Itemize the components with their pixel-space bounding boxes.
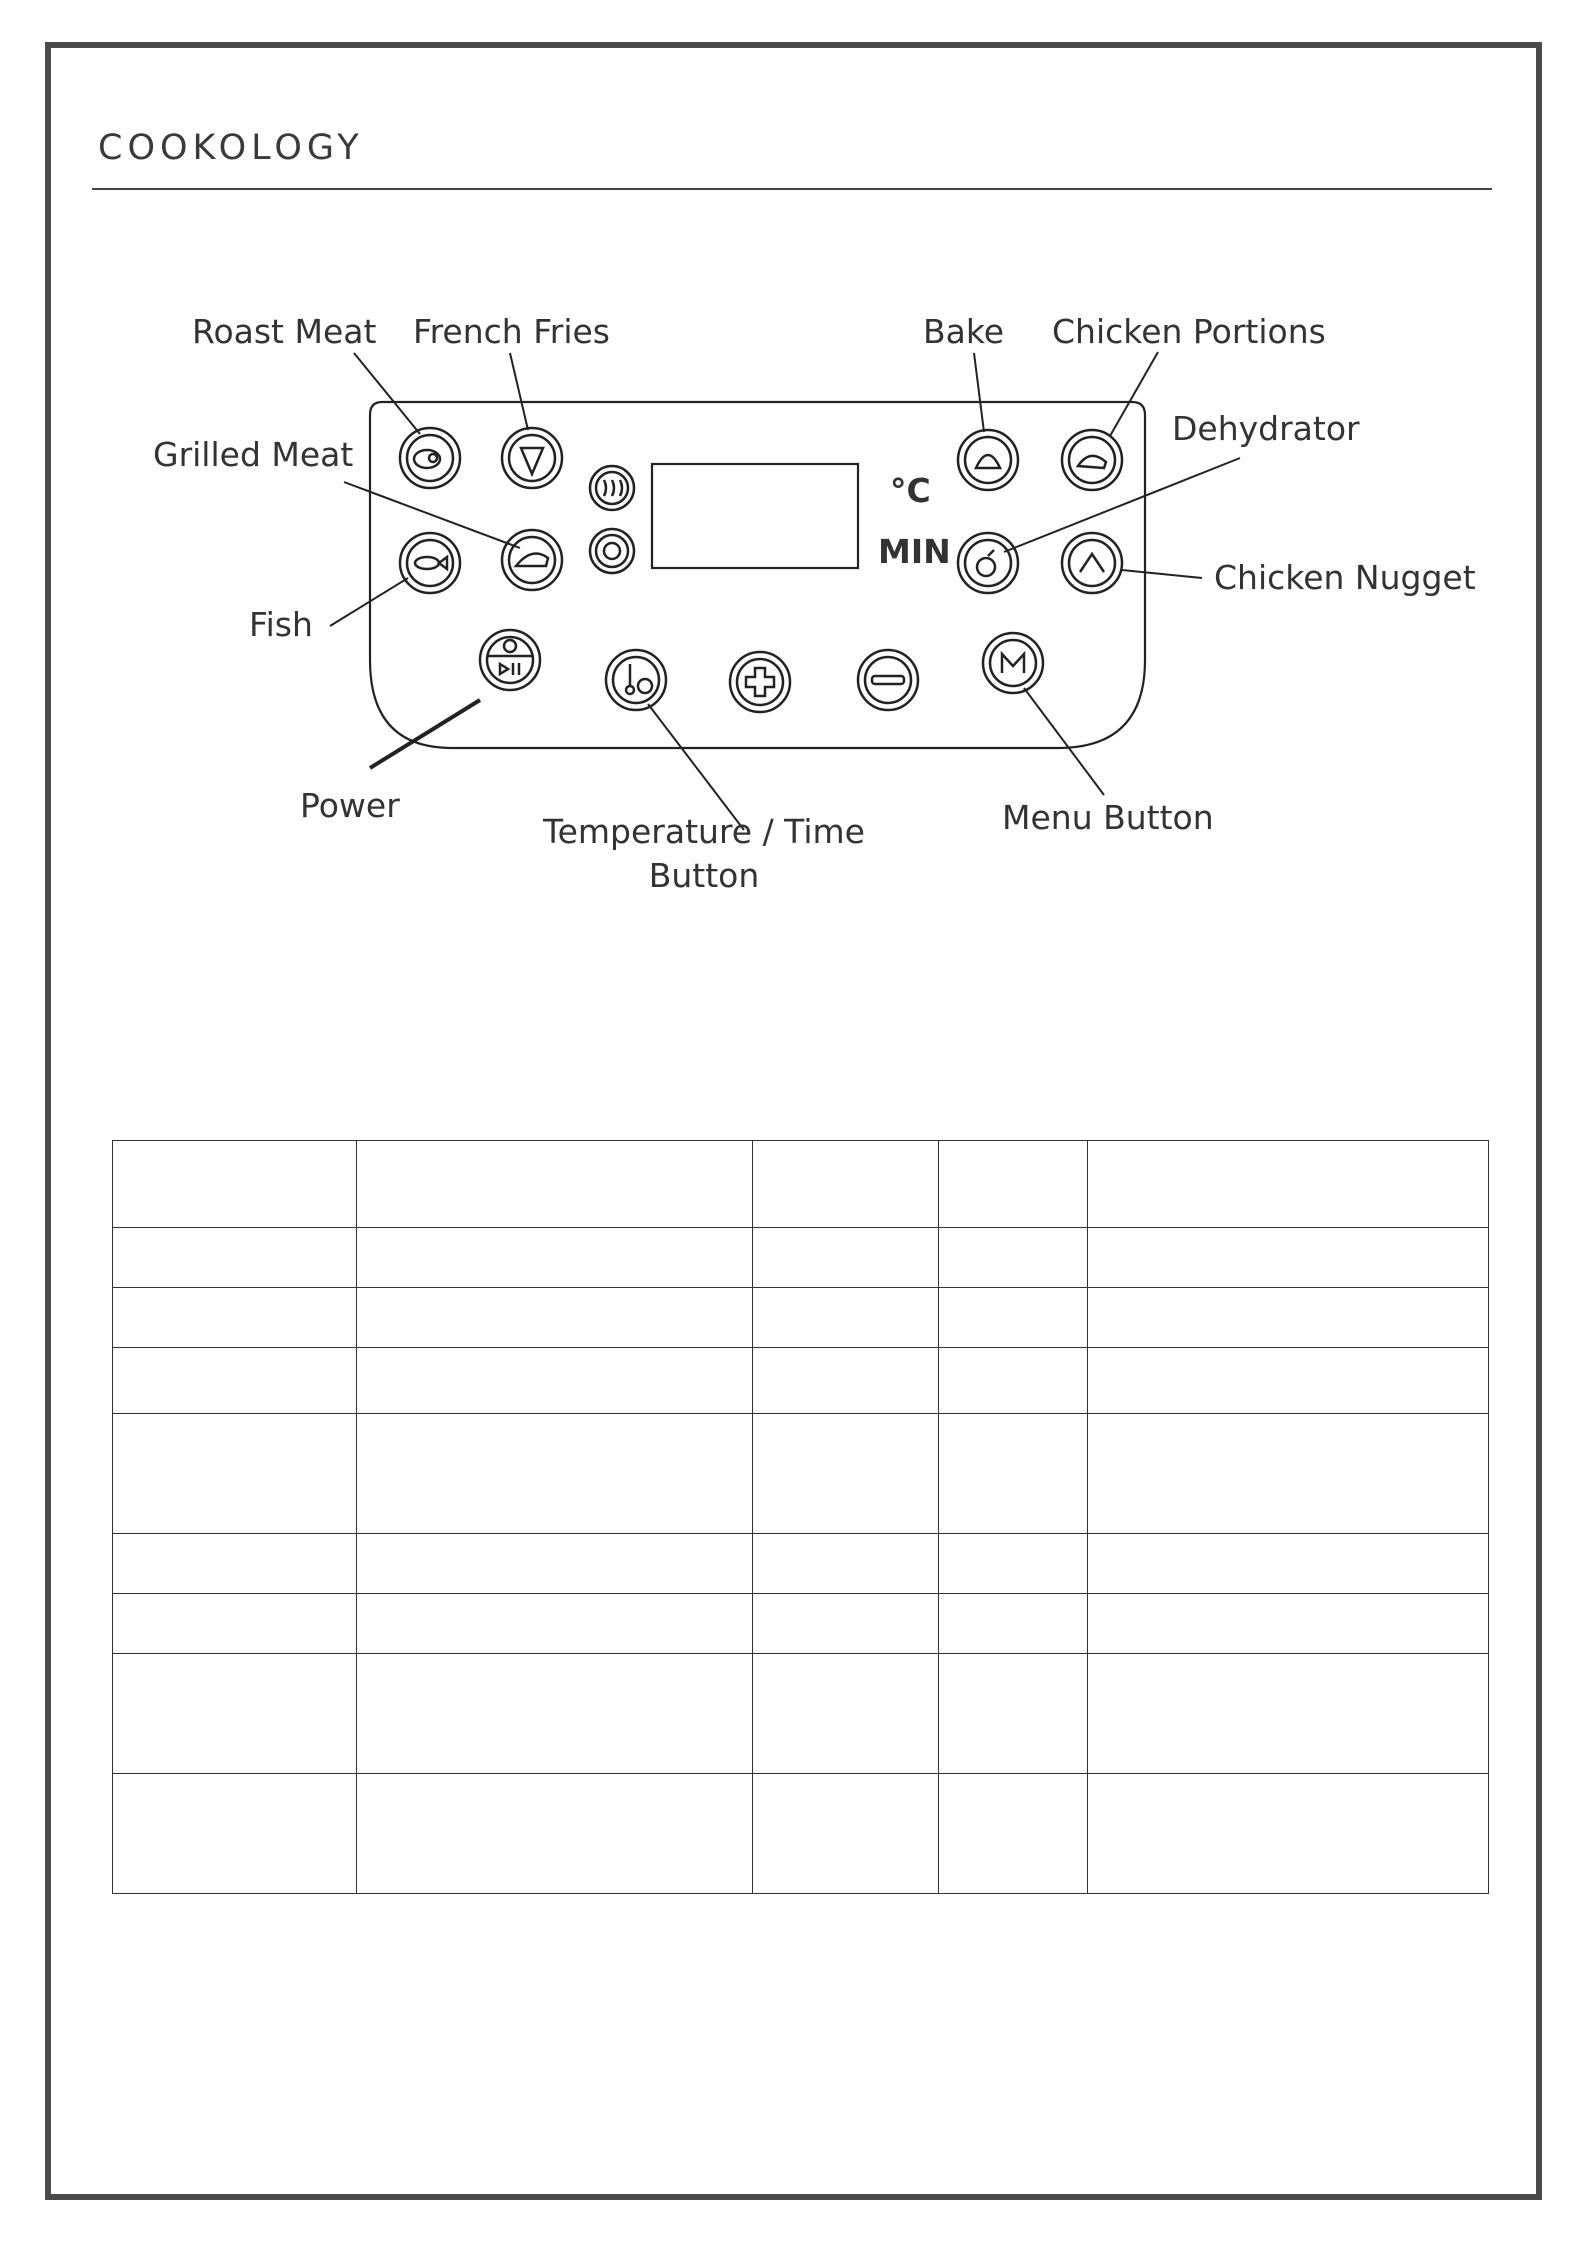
table-cell <box>357 1288 753 1348</box>
table-cell <box>1088 1348 1489 1414</box>
table-cell <box>1088 1288 1489 1348</box>
turbo-button[interactable] <box>590 466 634 510</box>
table-cell <box>113 1774 357 1894</box>
table-cell <box>753 1141 939 1228</box>
leader-chicken-nugget <box>1122 570 1202 578</box>
table-cell <box>113 1141 357 1228</box>
dehydrator-button[interactable] <box>958 533 1018 593</box>
table-row <box>113 1141 1489 1228</box>
leader-chicken-portions <box>1110 352 1158 436</box>
table-cell <box>939 1141 1088 1228</box>
table-row <box>113 1348 1489 1414</box>
table-cell <box>939 1288 1088 1348</box>
label-roast-meat: Roast Meat <box>192 312 377 351</box>
label-power: Power <box>300 786 400 825</box>
minutes-indicator: MIN <box>878 532 951 571</box>
label-french-fries: French Fries <box>413 312 611 351</box>
label-fish: Fish <box>249 605 313 644</box>
table-cell <box>1088 1228 1489 1288</box>
table-cell <box>357 1414 753 1534</box>
leader-dehydrator <box>1004 458 1240 552</box>
table-cell <box>753 1414 939 1534</box>
table-cell <box>1088 1594 1489 1654</box>
table-cell <box>753 1228 939 1288</box>
leader-roast-meat <box>354 353 420 434</box>
label-chicken-portions: Chicken Portions <box>1052 312 1326 351</box>
leader-power <box>370 700 480 768</box>
table-cell <box>1088 1654 1489 1774</box>
table-cell <box>1088 1534 1489 1594</box>
brand-logo: COOKOLOGY <box>98 128 364 168</box>
table-cell <box>753 1534 939 1594</box>
table-cell <box>753 1654 939 1774</box>
table-cell <box>113 1414 357 1534</box>
table-row <box>113 1228 1489 1288</box>
table-row <box>113 1654 1489 1774</box>
table-cell <box>357 1594 753 1654</box>
label-bake: Bake <box>923 312 1005 351</box>
table-cell <box>113 1348 357 1414</box>
table-cell <box>113 1534 357 1594</box>
table-cell <box>939 1654 1088 1774</box>
minus-button[interactable] <box>858 650 918 710</box>
table-cell <box>753 1594 939 1654</box>
table-cell <box>357 1348 753 1414</box>
fish-button[interactable] <box>400 533 460 593</box>
chicken-portions-button[interactable] <box>1062 430 1122 490</box>
table-cell <box>753 1348 939 1414</box>
table-cell <box>113 1288 357 1348</box>
table-cell <box>753 1774 939 1894</box>
chicken-nugget-button[interactable] <box>1062 533 1122 593</box>
plus-button[interactable] <box>730 652 790 712</box>
rotate-button[interactable] <box>590 529 634 573</box>
grilled-meat-button[interactable] <box>502 530 562 590</box>
table-cell <box>357 1774 753 1894</box>
table-row <box>113 1594 1489 1654</box>
table-cell <box>939 1594 1088 1654</box>
display-window <box>652 464 858 568</box>
label-temp-time-line2: Button <box>648 856 760 895</box>
label-temp-time-line1: Temperature / Time <box>543 812 865 851</box>
table-cell <box>113 1594 357 1654</box>
label-grilled-meat: Grilled Meat <box>153 435 354 474</box>
settings-table-body <box>113 1141 1489 1894</box>
table-cell <box>939 1228 1088 1288</box>
temperature-time-button[interactable] <box>606 650 666 710</box>
leader-bake <box>974 353 984 432</box>
bake-button[interactable] <box>958 430 1018 490</box>
table-row <box>113 1288 1489 1348</box>
label-chicken-nugget: Chicken Nugget <box>1214 558 1476 597</box>
french-fries-button[interactable] <box>502 428 562 488</box>
table-cell <box>357 1228 753 1288</box>
table-row <box>113 1414 1489 1534</box>
leader-menu <box>1024 688 1104 795</box>
table-row <box>113 1534 1489 1594</box>
table-cell <box>357 1141 753 1228</box>
table-cell <box>357 1654 753 1774</box>
menu-button[interactable] <box>983 633 1043 693</box>
celsius-indicator: °C <box>890 471 931 510</box>
table-cell <box>1088 1414 1489 1534</box>
table-cell <box>1088 1774 1489 1894</box>
power-button[interactable] <box>480 630 540 690</box>
table-cell <box>753 1288 939 1348</box>
table-cell <box>113 1654 357 1774</box>
table-cell <box>939 1774 1088 1894</box>
leader-french-fries <box>510 353 528 430</box>
settings-table <box>112 1140 1489 1894</box>
table-cell <box>357 1534 753 1594</box>
table-row <box>113 1774 1489 1894</box>
table-cell <box>939 1414 1088 1534</box>
control-panel-diagram <box>0 0 1587 960</box>
table-cell <box>113 1228 357 1288</box>
label-dehydrator: Dehydrator <box>1172 409 1360 448</box>
table-cell <box>939 1534 1088 1594</box>
table-cell <box>939 1348 1088 1414</box>
label-menu-button: Menu Button <box>1002 798 1214 837</box>
roast-meat-button[interactable] <box>400 428 460 488</box>
table-cell <box>1088 1141 1489 1228</box>
